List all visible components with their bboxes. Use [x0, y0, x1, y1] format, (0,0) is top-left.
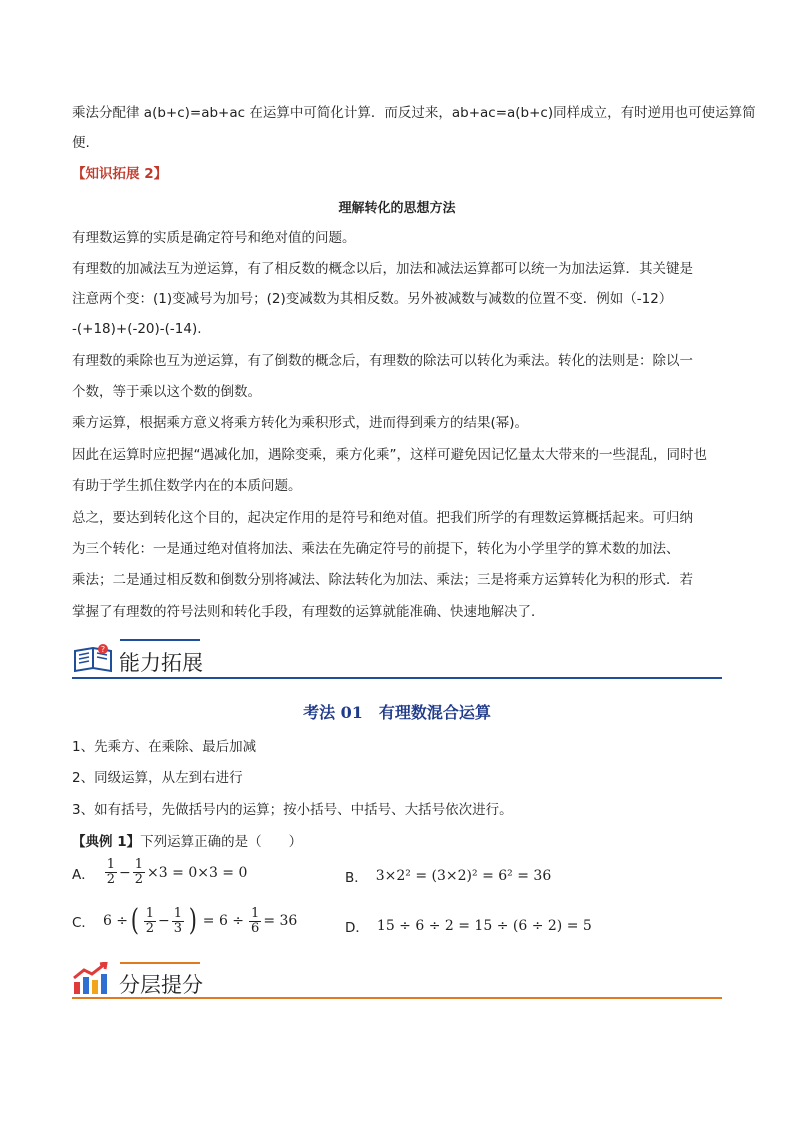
section-title-layered: 分层提分 — [119, 973, 203, 997]
paragraph-line: 总之，要达到转化这个目的，起决定作用的是符号和绝对值。把我们所学的有理数运算概括起来。可归纳 — [72, 510, 693, 526]
option-c-pre: 6 ÷ — [102, 913, 129, 929]
paragraph-line: 有理数的加减法互为逆运算，有了相反数的概念以后，加法和减法运算都可以统一为加法运算．其关键是 — [72, 261, 693, 277]
rule-item: 1、先乘方、在乘除、最后加减 — [72, 739, 257, 755]
option-c-mid: = 6 ÷ — [202, 913, 245, 929]
kaofa-title: 考法 01 有理数混合运算 — [303, 703, 491, 722]
paragraph-line: 因此在运算时应把握“遇减化加，遇除变乘，乘方化乘”，这样可避免因记忆量太大带来的一些混乱，同时也 — [72, 447, 707, 463]
fraction: $\frac{1}{2}$ — [134, 857, 144, 887]
option-letter: B． — [345, 870, 368, 886]
bar-chart-icon — [72, 962, 110, 996]
option-b[interactable] — [345, 866, 551, 886]
option-b-expression: 3×2² = (3×2)² = 6² = 36 — [375, 868, 552, 884]
section-divider — [72, 677, 722, 679]
option-a[interactable] — [72, 858, 247, 887]
option-letter: A． — [72, 866, 95, 883]
paragraph-line: -(+18)+(-20)-(-14). — [72, 321, 202, 337]
paragraph-line: 为三个转化：一是通过绝对值将加法、乘法在先确定符号的前提下，转化为小学里学的算术数的加法、 — [72, 541, 680, 557]
section-accent-line — [120, 639, 200, 641]
option-a-rest: ×3 = 0×3 = 0 — [147, 864, 248, 881]
example-label: 【典例 1】 — [72, 834, 141, 850]
knowledge-title: 理解转化的思想方法 — [338, 201, 456, 216]
option-c[interactable] — [72, 903, 298, 938]
paragraph-line: 有理数的乘除也互为逆运算，有了倒数的概念后，有理数的除法可以转化为乘法。转化的法则是：除以一 — [72, 353, 693, 369]
section-divider — [72, 997, 722, 999]
paragraph-line: 个数，等于乘以这个数的倒数。 — [72, 384, 261, 400]
rule-item: 3、如有括号，先做括号内的运算；按小括号、中括号、大括号依次进行。 — [72, 802, 513, 818]
intro-line-1: 乘法分配律 a(b+c)=ab+ac 在运算中可简化计算．而反过来，ab+ac=a(b+c)同样成立，有时逆用也可使运算简 — [72, 105, 756, 121]
option-letter: D． — [345, 920, 369, 936]
option-c-rest: = 36 — [263, 913, 298, 929]
minus-sign: − — [119, 864, 131, 881]
svg-text:?: ? — [100, 645, 106, 654]
paragraph-line: 注意两个变：(1)变减号为加号；(2)变减数为其相反数。另外被减数与减数的位置不变．例如（-12） — [72, 291, 673, 307]
paragraph-line: 乘法；二是通过相反数和倒数分别将减法、除法转化为加法、乘法；三是将乘方运算转化为积的形式．若 — [72, 572, 693, 588]
example-question — [72, 833, 302, 851]
option-d[interactable] — [345, 916, 592, 936]
paragraph-line: 有理数运算的实质是确定符号和绝对值的问题。 — [72, 230, 356, 246]
intro-line-2: 便. — [72, 135, 90, 151]
fraction: $\frac{1}{2}$ — [145, 905, 155, 936]
fraction: $\frac{1}{2}$ — [106, 857, 116, 887]
section-accent-line — [120, 962, 200, 964]
paragraph-line: 掌握了有理数的符号法则和转化手段，有理数的运算就能准确、快速地解决了． — [72, 604, 545, 620]
knowledge-label: 【知识拓展 2】 — [72, 166, 168, 182]
option-letter: C． — [72, 915, 95, 931]
fraction: $\frac{1}{3}$ — [173, 905, 183, 936]
option-d-expression: 15 ÷ 6 ÷ 2 = 15 ÷ (6 ÷ 2) = 5 — [376, 918, 592, 934]
example-question-text: 下列运算正确的是（ ） — [140, 834, 303, 850]
fraction: $\frac{1}{6}$ — [251, 905, 260, 936]
minus-sign: − — [158, 913, 170, 929]
right-paren: ) — [188, 903, 198, 938]
paragraph-line: 乘方运算，根据乘方意义将乘方转化为乘积形式，进而得到乘方的结果(幂)。 — [72, 415, 529, 431]
rule-item: 2、同级运算，从左到右进行 — [72, 770, 243, 786]
left-paren: ( — [130, 903, 139, 938]
section-title-ability: 能力拓展 — [119, 651, 203, 675]
book-icon — [72, 641, 114, 675]
paragraph-line: 有助于学生抓住数学内在的本质问题。 — [72, 478, 302, 494]
